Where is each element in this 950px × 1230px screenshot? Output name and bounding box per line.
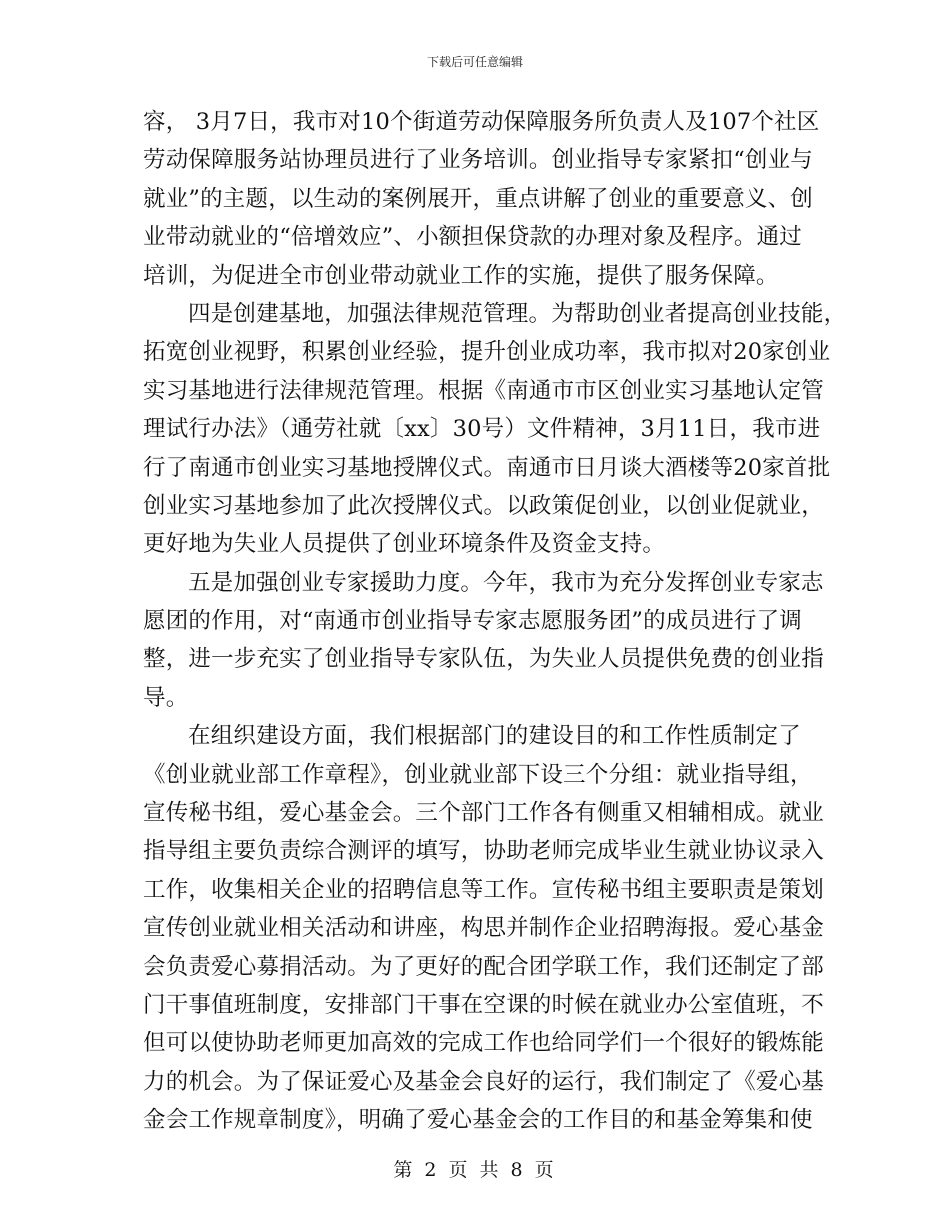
page-header: 下载后可任意编辑 (426, 55, 523, 69)
text-line: 就业”的主题，以生动的案例展开，重点讲解了创业的重要意义、创 (143, 185, 814, 212)
paragraph-start-line: 五是加强创业专家援助力度。今年，我市为充分发挥创业专家志 (188, 569, 824, 596)
page-footer: 第 2 页 共 8 页 (393, 1159, 557, 1181)
text-line: 创业实习基地参加了此次授牌仪式。以政策促创业，以创业促就业， (143, 492, 825, 519)
text-line: 但可以使协助老师更加高效的完成工作也给同学们一个很好的锻炼能 (143, 1030, 825, 1057)
text-line: 劳动保障服务站协理员进行了业务培训。创业指导专家紧扣“创业与 (143, 147, 814, 174)
text-line: 愿团的作用，对“南通市创业指导专家志愿服务团”的成员进行了调 (143, 608, 803, 635)
paragraph-start-line: 在组织建设方面，我们根据部门的建设目的和工作性质制定了 (188, 723, 801, 750)
text-line: 工作，收集相关企业的招聘信息等工作。宣传秘书组主要职责是策划 (143, 876, 825, 903)
text-line: 金会工作规章制度》，明确了爱心基金会的工作目的和基金筹集和使 (143, 1107, 813, 1134)
text-line: 宣传创业就业相关活动和讲座，构思并制作企业招聘海报。爱心基金 (143, 915, 825, 942)
text-line: 容， 3月7日，我市对10个街道劳动保障服务所负责人及107个社区 (143, 109, 820, 135)
text-line: 业带动就业的“倍增效应”、小额担保贷款的办理对象及程序。通过 (143, 224, 803, 251)
text-line: 门干事值班制度，安排部门干事在空课的时候在就业办公室值班，不 (143, 991, 825, 1018)
text-line: 指导组主要负责综合测评的填写，协助老师完成毕业生就业协议录入 (143, 838, 825, 865)
document-body (143, 103, 847, 1140)
text-line: 力的机会。为了保证爱心及基金会良好的运行，我们制定了《爱心基 (143, 1068, 825, 1095)
paragraph-start-line: 四是创建基地，加强法律规范管理。为帮助创业者提高创业技能， (188, 300, 847, 327)
text-line: 实习基地进行法律规范管理。根据《南通市市区创业实习基地认定管 (143, 377, 825, 404)
text-line: 宣传秘书组，爱心基金会。三个部门工作各有侧重又相辅相成。就业 (143, 800, 825, 827)
text-line: 理试行办法》（通劳社就〔xx〕30号）文件精神，3月11日，我市进 (143, 416, 821, 443)
text-line: 行了南通市创业实习基地授牌仪式。南通市日月谈大酒楼等20家首批 (143, 454, 831, 481)
text-line: 拓宽创业视野，积累创业经验，提升创业成功率，我市拟对20家创业 (143, 339, 831, 366)
text-line: 整，进一步充实了创业指导专家队伍，为失业人员提供免费的创业指 (143, 646, 825, 673)
text-line: 《创业就业部工作章程》，创业就业部下设三个分组：就业指导组， (143, 761, 813, 788)
text-line: 培训，为促进全市创业带动就业工作的实施，提供了服务保障。 (143, 262, 779, 289)
text-line: 更好地为失业人员提供了创业环境条件及资金支持。 (143, 531, 666, 558)
text-line: 会负责爱心募捐活动。为了更好的配合团学联工作，我们还制定了部 (143, 953, 825, 980)
text-line: 导。 (143, 684, 189, 711)
